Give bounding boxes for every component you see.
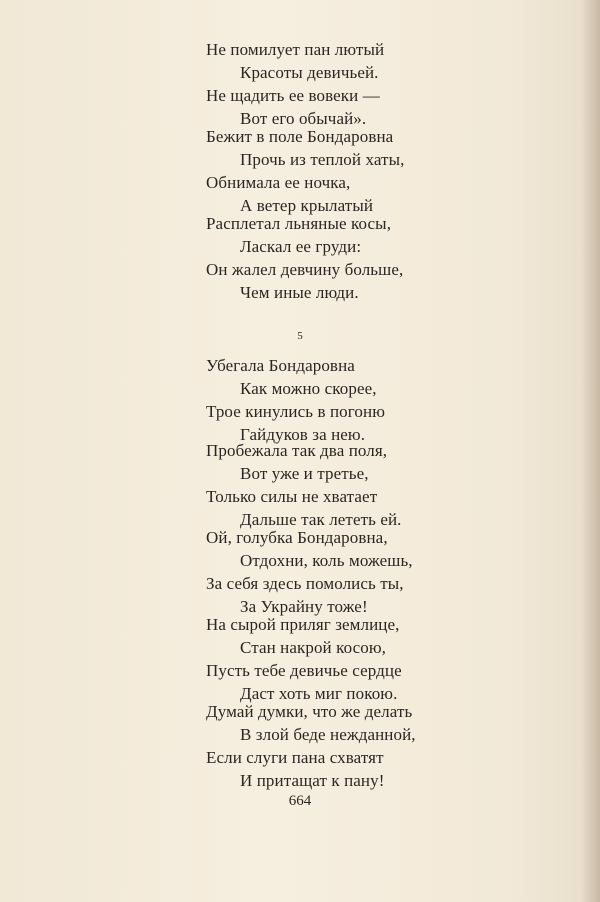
verse-line: Прочь из теплой хаты, bbox=[240, 150, 405, 169]
verse-line: Дальше так лететь ей. bbox=[240, 510, 402, 529]
verse-line: В злой беде нежданной, bbox=[240, 725, 416, 744]
verse-line: За Украйну тоже! bbox=[240, 597, 368, 616]
verse-line: Пробежала так два поля, bbox=[206, 441, 388, 460]
verse-line: Думай думки, что же делать bbox=[206, 702, 413, 721]
section-number: 5 bbox=[297, 330, 303, 342]
page-edge-shadow bbox=[580, 0, 600, 902]
verse-line: Красоты девичьей. bbox=[240, 63, 379, 82]
stanza-4 bbox=[206, 354, 506, 446]
verse-line: Ой, голубка Бондаровна, bbox=[206, 528, 388, 547]
stanza-7 bbox=[206, 613, 506, 705]
verse-line: Стан накрой косою, bbox=[240, 638, 387, 657]
verse-line: Трое кинулись в погоню bbox=[206, 402, 385, 421]
verse-line: Обнимала ее ночка, bbox=[206, 173, 351, 192]
stanza-3 bbox=[206, 212, 506, 304]
stanza-2 bbox=[206, 125, 506, 217]
verse-line: Вот его обычай». bbox=[240, 109, 367, 128]
verse-line: Пусть тебе девичье сердце bbox=[206, 661, 402, 680]
verse-line: Как можно скорее, bbox=[240, 379, 377, 398]
stanza-1 bbox=[206, 38, 506, 130]
page-number: 664 bbox=[288, 793, 312, 809]
verse-line: Чем иные люди. bbox=[240, 283, 359, 302]
verse-line: Не помилует пан лютый bbox=[206, 40, 385, 59]
verse-line: За себя здесь помолись ты, bbox=[206, 574, 404, 593]
verse-line: Он жалел девчину больше, bbox=[206, 260, 404, 279]
verse-line: Только силы не хватает bbox=[206, 487, 378, 506]
verse-line: Убегала Бондаровна bbox=[206, 356, 355, 375]
stanza-8 bbox=[206, 700, 506, 792]
verse-line: Расплетал льняные косы, bbox=[206, 214, 392, 233]
verse-line: Вот уже и третье, bbox=[240, 464, 369, 483]
verse-line: Гайдуков за нею. bbox=[240, 425, 366, 444]
verse-line: Отдохни, коль можешь, bbox=[240, 551, 413, 570]
verse-line: Не щадить ее вовеки — bbox=[206, 86, 380, 105]
verse-line: Если слуги пана схватят bbox=[206, 748, 384, 767]
verse-line: Бежит в поле Бондаровна bbox=[206, 127, 394, 146]
stanza-6 bbox=[206, 526, 506, 618]
verse-line: На сырой приляг землице, bbox=[206, 615, 400, 634]
verse-line: Ласкал ее груди: bbox=[240, 237, 362, 256]
verse-line: А ветер крылатый bbox=[240, 196, 374, 215]
stanza-5 bbox=[206, 439, 506, 531]
verse-line: И притащат к пану! bbox=[240, 771, 385, 790]
verse-line: Даст хоть миг покою. bbox=[240, 684, 398, 703]
